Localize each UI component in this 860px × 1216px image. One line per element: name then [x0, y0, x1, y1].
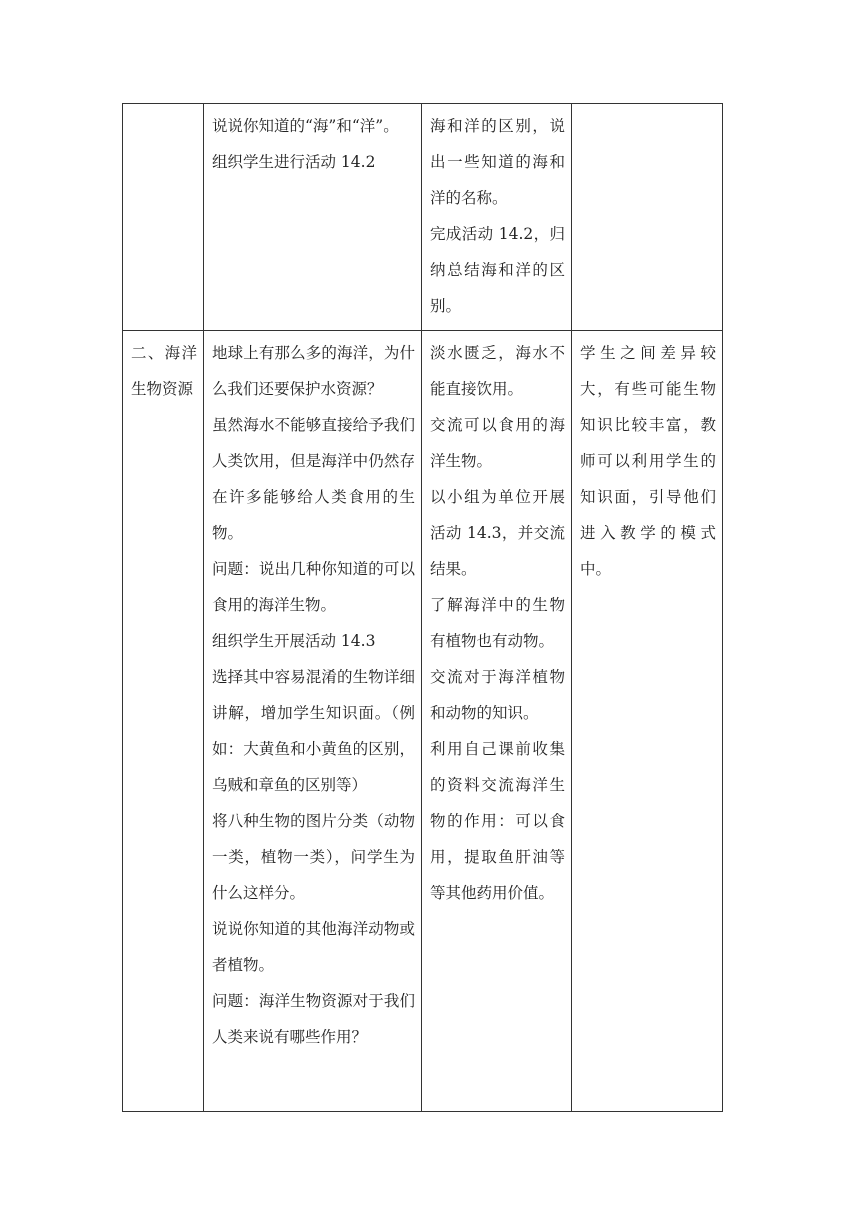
teacher-paragraph: 地球上有那么多的海洋，为什么我们还要保护水资源？: [212, 344, 415, 398]
student-paragraph: 利用自己课前收集的资料交流海洋生物的作用：可以食用，提取鱼肝油等等其他药用价值。: [430, 740, 565, 902]
student-paragraph: 淡水匮乏，海水不能直接饮用。: [430, 344, 565, 398]
student-paragraph: 完成活动 14.2，归纳总结海和洋的区别。: [430, 225, 565, 315]
teacher-paragraph: 说说你知道的“海”和“洋”。: [212, 117, 399, 135]
teacher-paragraph: 组织学生进行活动 14.2: [212, 153, 376, 171]
section-title: 二、海洋生物资源: [131, 344, 197, 398]
teacher-paragraph: 说说你知道的其他海洋动物或者植物。: [212, 920, 415, 974]
section-cell: [123, 104, 204, 331]
teacher-paragraph: 组织学生开展活动 14.3: [212, 632, 376, 650]
student-paragraph: 海和洋的区别，说出一些知道的海和洋的名称。: [430, 117, 565, 207]
teacher-paragraph: 问题：海洋生物资源对于我们人类来说有哪些作用？: [212, 992, 415, 1046]
teacher-paragraph: 选择其中容易混淆的生物详细讲解，增加学生知识面。（例如：大黄鱼和小黄鱼的区别，乌贼和章鱼的区别等）: [212, 668, 415, 794]
student-paragraph: 交流对于海洋植物和动物的知识。: [430, 668, 565, 722]
student-paragraph: 了解海洋中的生物有植物也有动物。: [430, 596, 565, 650]
student-paragraph: 交流可以食用的海洋生物。: [430, 416, 565, 470]
student-activity-cell: [422, 104, 572, 331]
teacher-paragraph: 虽然海水不能够直接给予我们人类饮用，但是海洋中仍然存在许多能够给人类食用的生物。: [212, 416, 415, 542]
note-cell: [572, 104, 723, 331]
table-row: [123, 104, 723, 331]
section-cell: [123, 331, 204, 1112]
lesson-plan-table: [122, 103, 723, 1112]
note-paragraph: 学生之间差异较大，有些可能生物知识比较丰富，教师可以利用学生的知识面，引导他们进入教学的模式中。: [580, 344, 716, 578]
student-activity-cell: [422, 331, 572, 1112]
teacher-activity-cell: [204, 331, 422, 1112]
table-row: [123, 331, 723, 1112]
teacher-paragraph: 将八种生物的图片分类（动物一类，植物一类），问学生为什么这样分。: [212, 812, 415, 902]
teacher-paragraph: 问题：说出几种你知道的可以食用的海洋生物。: [212, 560, 415, 614]
teacher-activity-cell: [204, 104, 422, 331]
note-cell: [572, 331, 723, 1112]
student-paragraph: 以小组为单位开展活动 14.3，并交流结果。: [430, 488, 565, 578]
